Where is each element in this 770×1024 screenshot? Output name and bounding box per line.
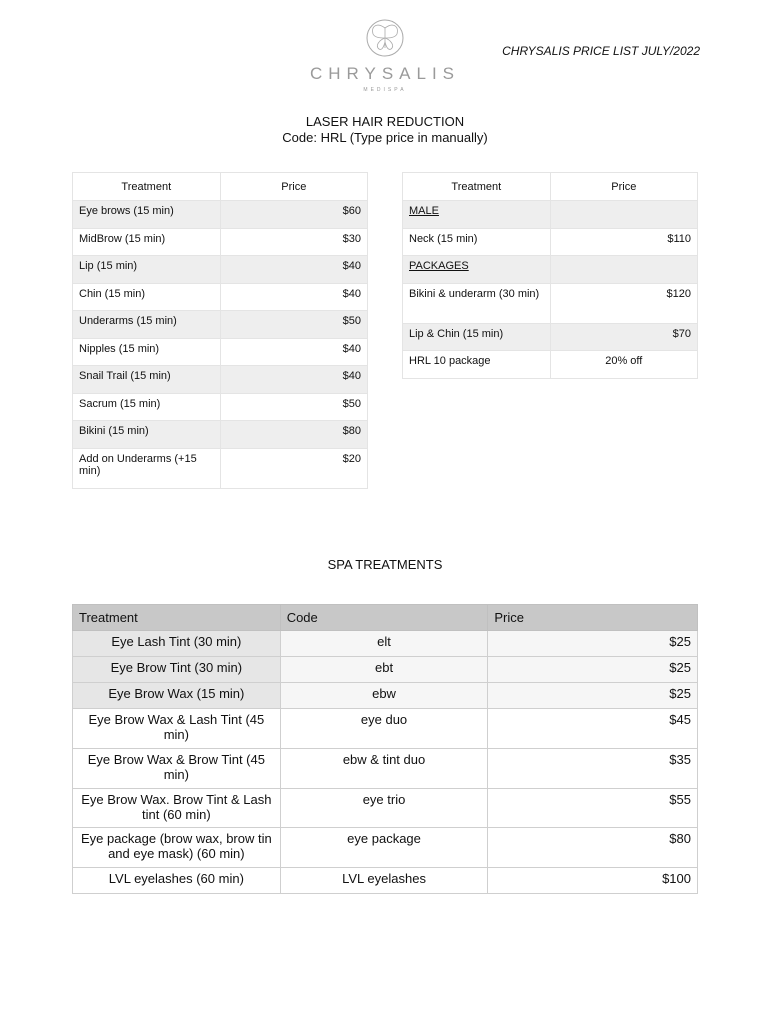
category-label: PACKAGES bbox=[409, 260, 469, 272]
treatment-cell: Eye Brow Wax (15 min) bbox=[73, 683, 281, 709]
treatment-cell: Neck (15 min) bbox=[403, 229, 551, 256]
treatment-cell: Eye Brow Tint (30 min) bbox=[73, 657, 281, 683]
treatment-cell: Eye Lash Tint (30 min) bbox=[73, 631, 281, 657]
treatment-cell: LVL eyelashes (60 min) bbox=[73, 868, 281, 894]
code-cell: eye package bbox=[280, 828, 488, 868]
price-cell: $30 bbox=[220, 229, 367, 256]
treatment-cell: MidBrow (15 min) bbox=[73, 229, 221, 256]
code-cell: ebt bbox=[280, 657, 488, 683]
table-row bbox=[73, 631, 698, 657]
column-header-treatment: Treatment bbox=[73, 605, 281, 631]
price-cell: $50 bbox=[220, 394, 367, 421]
column-header-treatment: Treatment bbox=[73, 173, 221, 201]
price-cell: $40 bbox=[220, 284, 367, 311]
treatment-cell: Bikini (15 min) bbox=[73, 421, 221, 449]
price-cell: $40 bbox=[220, 366, 367, 394]
table-header-row bbox=[73, 605, 698, 631]
column-header-price: Price bbox=[220, 173, 367, 201]
treatment-cell: HRL 10 package bbox=[403, 351, 551, 379]
code-cell: eye trio bbox=[280, 789, 488, 828]
treatment-cell: Eye Brow Wax & Brow Tint (45 min) bbox=[73, 749, 281, 789]
price-cell: $100 bbox=[488, 868, 698, 894]
table-row bbox=[73, 683, 698, 709]
price-cell: 20% off bbox=[550, 351, 697, 379]
price-cell: $25 bbox=[488, 683, 698, 709]
treatment-cell: Eye package (brow wax, brow tin and eye mask) (60 min) bbox=[73, 828, 281, 868]
brand-name: CHRYSALIS bbox=[309, 64, 461, 83]
price-cell: $120 bbox=[550, 284, 697, 324]
category-label: MALE bbox=[409, 205, 439, 217]
table-row bbox=[73, 366, 368, 394]
table-row bbox=[73, 339, 368, 366]
treatment-cell: Bikini & underarm (30 min) bbox=[403, 284, 551, 324]
table-row bbox=[73, 868, 698, 894]
price-cell: $55 bbox=[488, 789, 698, 828]
code-cell: ebw bbox=[280, 683, 488, 709]
price-cell: $40 bbox=[220, 339, 367, 366]
treatment-cell: Snail Trail (15 min) bbox=[73, 366, 221, 394]
price-cell: $50 bbox=[220, 311, 367, 339]
price-cell: $70 bbox=[550, 324, 697, 351]
price-cell: $45 bbox=[488, 709, 698, 749]
table-row-category-packages bbox=[403, 256, 698, 284]
price-cell: $80 bbox=[220, 421, 367, 449]
price-cell: $20 bbox=[220, 449, 367, 489]
category-label-cell bbox=[403, 201, 551, 229]
table-row bbox=[73, 749, 698, 789]
treatment-cell: Eye Brow Wax. Brow Tint & Lash tint (60 min) bbox=[73, 789, 281, 828]
price-cell: $60 bbox=[220, 201, 367, 229]
table-row bbox=[403, 229, 698, 256]
treatment-cell: Underarms (15 min) bbox=[73, 311, 221, 339]
treatment-cell: Eye Brow Wax & Lash Tint (45 min) bbox=[73, 709, 281, 749]
table-row bbox=[73, 311, 368, 339]
price-cell: $25 bbox=[488, 631, 698, 657]
brand-subtitle: MEDISPA bbox=[363, 87, 407, 93]
treatment-cell: Lip & Chin (15 min) bbox=[403, 324, 551, 351]
table-row bbox=[73, 657, 698, 683]
treatment-cell: Add on Underarms (+15 min) bbox=[73, 449, 221, 489]
laser-code-line: Code: HRL (Type price in manually) bbox=[282, 130, 488, 145]
price-cell: $110 bbox=[550, 229, 697, 256]
treatment-cell: Sacrum (15 min) bbox=[73, 394, 221, 421]
table-row bbox=[73, 828, 698, 868]
document-title: CHRYSALIS PRICE LIST JULY/2022 bbox=[502, 44, 700, 58]
column-header-treatment: Treatment bbox=[403, 173, 551, 201]
table-row bbox=[403, 324, 698, 351]
price-cell: $40 bbox=[220, 256, 367, 284]
code-cell: LVL eyelashes bbox=[280, 868, 488, 894]
laser-table-left bbox=[72, 172, 368, 489]
table-row bbox=[73, 256, 368, 284]
table-row bbox=[73, 449, 368, 489]
table-row bbox=[403, 284, 698, 324]
brand-logo bbox=[300, 18, 470, 93]
table-row bbox=[73, 201, 368, 229]
price-cell: $25 bbox=[488, 657, 698, 683]
table-row bbox=[73, 229, 368, 256]
price-cell bbox=[550, 256, 697, 284]
code-cell: eye duo bbox=[280, 709, 488, 749]
treatment-cell: Lip (15 min) bbox=[73, 256, 221, 284]
table-row bbox=[73, 284, 368, 311]
column-header-price: Price bbox=[488, 605, 698, 631]
treatment-cell: Eye brows (15 min) bbox=[73, 201, 221, 229]
treatment-cell: Nipples (15 min) bbox=[73, 339, 221, 366]
spa-table bbox=[72, 604, 698, 894]
price-cell: $35 bbox=[488, 749, 698, 789]
table-row bbox=[73, 421, 368, 449]
table-row bbox=[73, 394, 368, 421]
category-label-cell bbox=[403, 256, 551, 284]
code-cell: ebw & tint duo bbox=[280, 749, 488, 789]
table-row bbox=[73, 789, 698, 828]
table-row bbox=[403, 351, 698, 379]
table-header-row bbox=[403, 173, 698, 201]
price-cell: $80 bbox=[488, 828, 698, 868]
price-cell bbox=[550, 201, 697, 229]
code-cell: elt bbox=[280, 631, 488, 657]
laser-table-right bbox=[402, 172, 698, 379]
table-row bbox=[73, 709, 698, 749]
column-header-code: Code bbox=[280, 605, 488, 631]
butterfly-logo-icon bbox=[363, 18, 407, 58]
laser-section-title: LASER HAIR REDUCTION bbox=[305, 114, 465, 129]
table-header-row bbox=[73, 173, 368, 201]
treatment-cell: Chin (15 min) bbox=[73, 284, 221, 311]
column-header-price: Price bbox=[550, 173, 697, 201]
table-row-category-male bbox=[403, 201, 698, 229]
spa-section-title: SPA TREATMENTS bbox=[327, 557, 443, 572]
